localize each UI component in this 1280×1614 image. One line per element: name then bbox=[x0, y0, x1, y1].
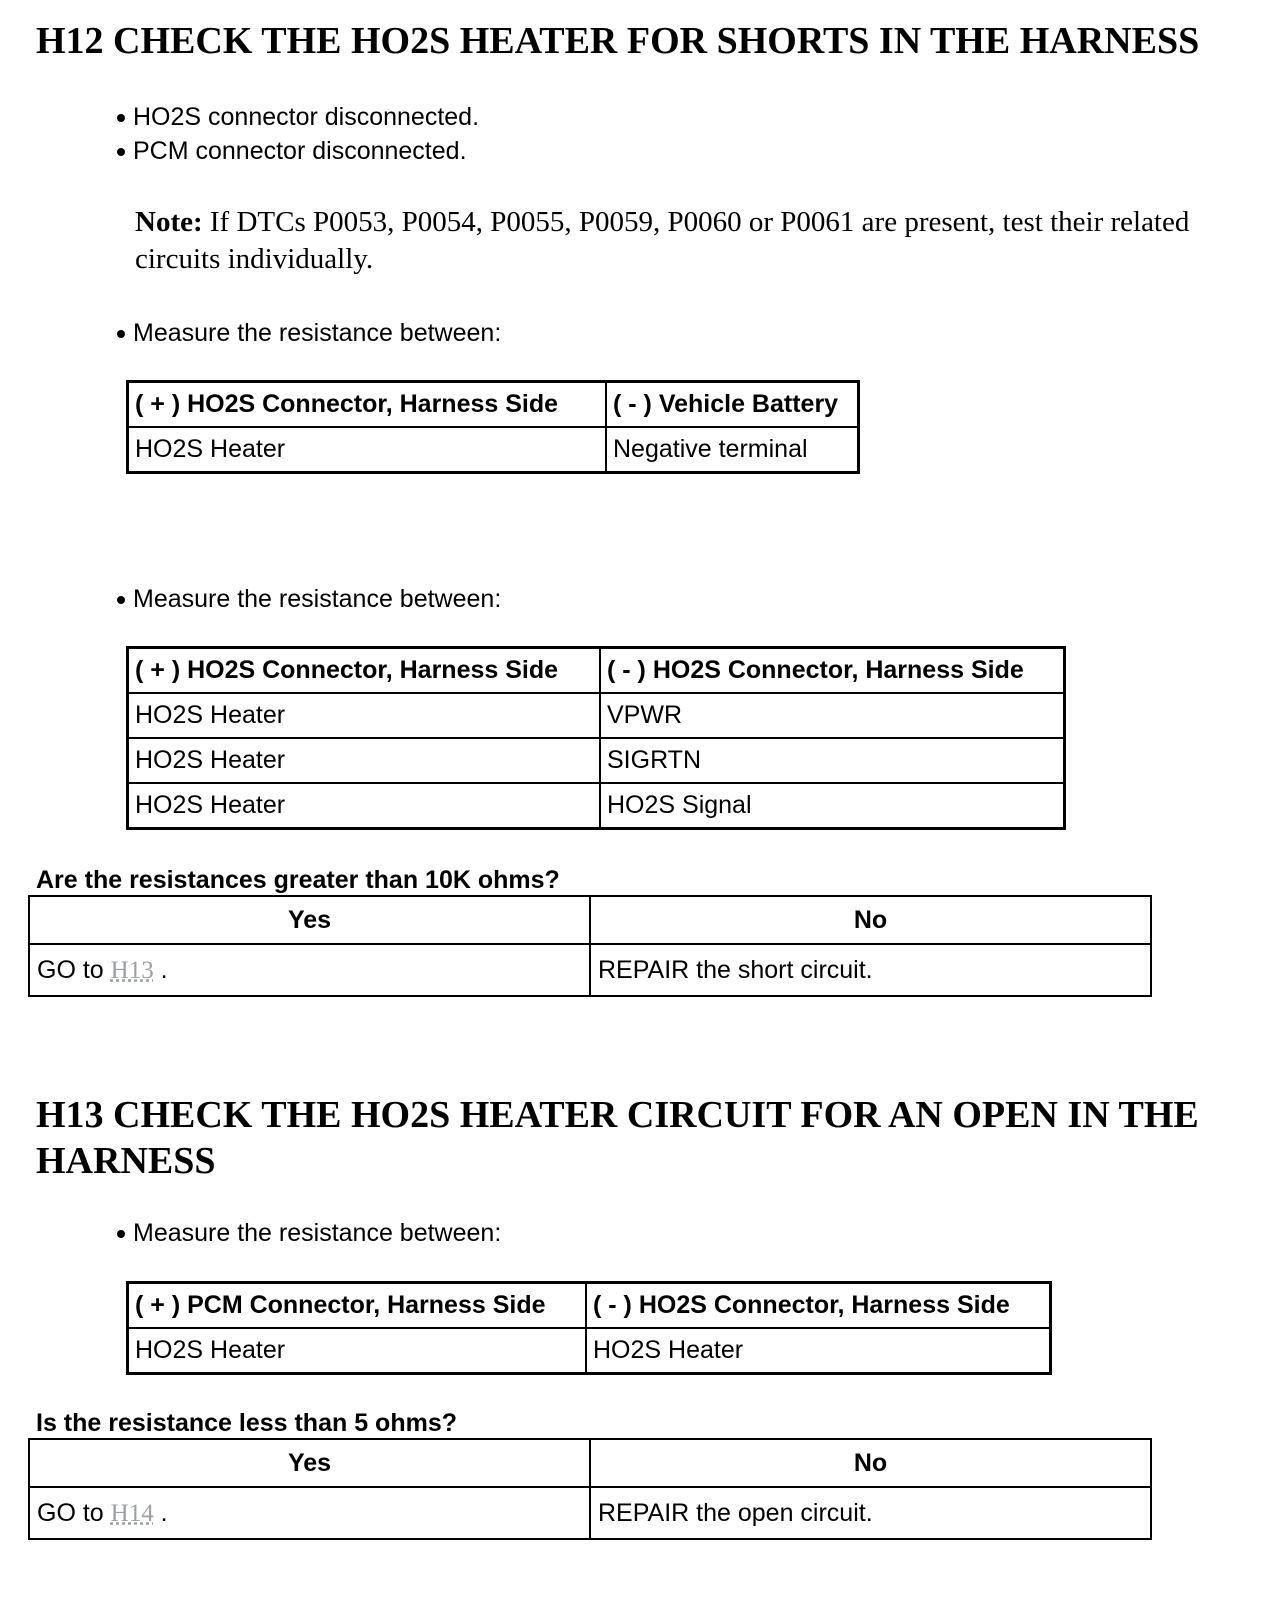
column-header: ( + ) HO2S Connector, Harness Side bbox=[128, 648, 601, 694]
column-header: ( + ) PCM Connector, Harness Side bbox=[128, 1283, 587, 1329]
table-row bbox=[128, 1328, 1051, 1374]
h12-measure2-list bbox=[117, 582, 501, 616]
no-action: REPAIR the open circuit. bbox=[590, 1487, 1151, 1539]
table-header-row bbox=[128, 1283, 1051, 1329]
h12-note bbox=[135, 204, 1205, 278]
h12-measure1-list bbox=[117, 316, 501, 350]
list-item: HO2S connector disconnected. bbox=[117, 100, 479, 134]
yes-header: Yes bbox=[29, 896, 590, 944]
table-row bbox=[128, 693, 1065, 738]
no-header: No bbox=[590, 1439, 1151, 1487]
yes-suffix: . bbox=[153, 955, 168, 984]
table-row bbox=[128, 783, 1065, 829]
h13-measure-table bbox=[126, 1281, 1052, 1375]
table-cell: SIGRTN bbox=[600, 738, 1065, 783]
column-header: ( + ) HO2S Connector, Harness Side bbox=[128, 382, 607, 428]
table-cell: HO2S Heater bbox=[128, 783, 601, 829]
yes-suffix: . bbox=[153, 1498, 168, 1527]
no-action: REPAIR the short circuit. bbox=[590, 944, 1151, 996]
table-header-row bbox=[29, 896, 1151, 944]
h12-measure2-table bbox=[126, 646, 1066, 830]
h12-conditions-list bbox=[117, 100, 479, 168]
table-row bbox=[29, 944, 1151, 996]
table-row bbox=[29, 1487, 1151, 1539]
measure-instruction: Measure the resistance between: bbox=[117, 582, 501, 616]
list-item: PCM connector disconnected. bbox=[117, 134, 479, 168]
table-cell: HO2S Heater bbox=[128, 427, 607, 473]
table-cell: HO2S Heater bbox=[128, 1328, 587, 1374]
note-text: If DTCs P0053, P0054, P0055, P0059, P0060 or P0061 are present, test their related circuits individually. bbox=[135, 206, 1190, 275]
h12-decision-table bbox=[28, 895, 1152, 997]
table-cell: HO2S Signal bbox=[600, 783, 1065, 829]
column-header: ( - ) HO2S Connector, Harness Side bbox=[586, 1283, 1051, 1329]
no-header: No bbox=[590, 896, 1151, 944]
table-cell: Negative terminal bbox=[606, 427, 859, 473]
yes-action bbox=[29, 944, 590, 996]
table-header-row bbox=[128, 648, 1065, 694]
table-header-row bbox=[29, 1439, 1151, 1487]
yes-prefix: GO to bbox=[37, 1498, 111, 1527]
h12-heading: H12 CHECK THE HO2S HEATER FOR SHORTS IN THE HARNESS bbox=[36, 20, 1200, 62]
table-row bbox=[128, 427, 859, 473]
goto-h13-link[interactable]: H13 bbox=[110, 956, 154, 984]
table-cell: HO2S Heater bbox=[128, 693, 601, 738]
h13-heading: H13 CHECK THE HO2S HEATER CIRCUIT FOR AN OPEN IN THE HARNESS bbox=[36, 1094, 1199, 1182]
table-header-row bbox=[128, 382, 859, 428]
table-cell: HO2S Heater bbox=[128, 738, 601, 783]
column-header: ( - ) HO2S Connector, Harness Side bbox=[600, 648, 1065, 694]
measure-instruction: Measure the resistance between: bbox=[117, 316, 501, 350]
h12-question: Are the resistances greater than 10K ohms? bbox=[36, 866, 560, 894]
h13-measure-list bbox=[117, 1216, 501, 1250]
h12-measure1-table bbox=[126, 380, 860, 474]
goto-h14-link[interactable]: H14 bbox=[110, 1499, 154, 1527]
measure-instruction: Measure the resistance between: bbox=[117, 1216, 501, 1250]
table-cell: VPWR bbox=[600, 693, 1065, 738]
h13-decision-table bbox=[28, 1438, 1152, 1540]
column-header: ( - ) Vehicle Battery bbox=[606, 382, 859, 428]
yes-header: Yes bbox=[29, 1439, 590, 1487]
yes-action bbox=[29, 1487, 590, 1539]
table-row bbox=[128, 738, 1065, 783]
h13-question: Is the resistance less than 5 ohms? bbox=[36, 1409, 457, 1437]
yes-prefix: GO to bbox=[37, 955, 111, 984]
table-cell: HO2S Heater bbox=[586, 1328, 1051, 1374]
note-label: Note: bbox=[135, 206, 203, 238]
